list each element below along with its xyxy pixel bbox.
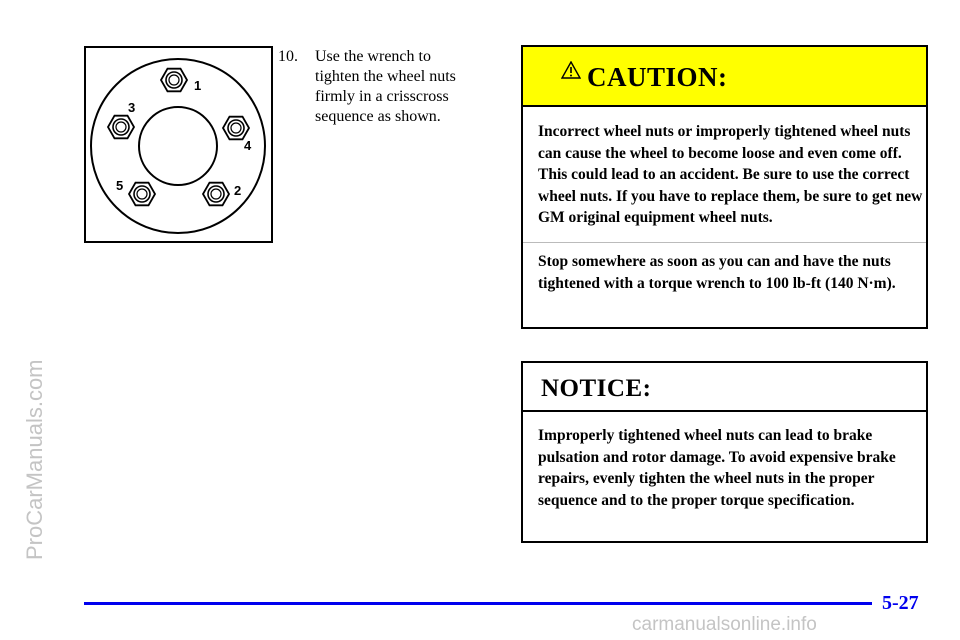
wheel-nut-2-icon <box>203 183 229 206</box>
footer-watermark: carmanualsonline.info <box>632 614 817 635</box>
notice-paragraph: Improperly tightened wheel nuts can lead to brake pulsation and rotor damage. To avoid expensive brake repairs, evenly tighten the wheel nuts in the proper sequence and to the proper torque specification. <box>538 427 896 509</box>
step-number: 10. <box>278 48 298 65</box>
warning-triangle-icon <box>561 61 581 79</box>
wheel-nut-sequence-diagram <box>84 46 273 243</box>
sequence-label-5: 5 <box>116 178 124 193</box>
wheel-nut-5-icon <box>129 183 155 206</box>
notice-box <box>521 361 928 543</box>
sequence-label-3: 3 <box>128 100 136 115</box>
caution-box <box>521 45 928 329</box>
wheel-nut-4-icon <box>223 117 249 140</box>
notice-title: NOTICE: <box>541 375 652 402</box>
page-number: 5-27 <box>882 592 919 614</box>
caution-paragraph-2: Stop somewhere as soon as you can and have the nuts tightened with a torque wrench to 100 lb-ft (140 N·m). <box>538 253 896 292</box>
wheel-nut-3-icon <box>108 116 134 139</box>
caution-paragraph-1: Incorrect wheel nuts or improperly tightened wheel nuts can cause the wheel to become loose and even come off. This could lead to an accident. Be sure to use the correct wheel nuts. If you have to replace them, be sure to get new GM original equipment wheel nuts. <box>538 123 923 226</box>
caution-title: CAUTION: <box>587 62 728 92</box>
step-text: Use the wrench to tighten the wheel nuts firmly in a crisscross sequence as shown. <box>315 48 456 125</box>
notice-header <box>523 363 926 412</box>
sequence-label-1: 1 <box>194 78 202 93</box>
sequence-label-4: 4 <box>244 138 252 153</box>
caution-divider <box>523 242 926 243</box>
footer-rule <box>84 602 872 605</box>
sequence-label-2: 2 <box>234 183 242 198</box>
caution-header <box>523 47 926 107</box>
center-bore-circle <box>139 107 217 185</box>
wheel-nut-1-icon <box>161 69 187 92</box>
side-watermark: ProCarManuals.com <box>22 359 47 560</box>
